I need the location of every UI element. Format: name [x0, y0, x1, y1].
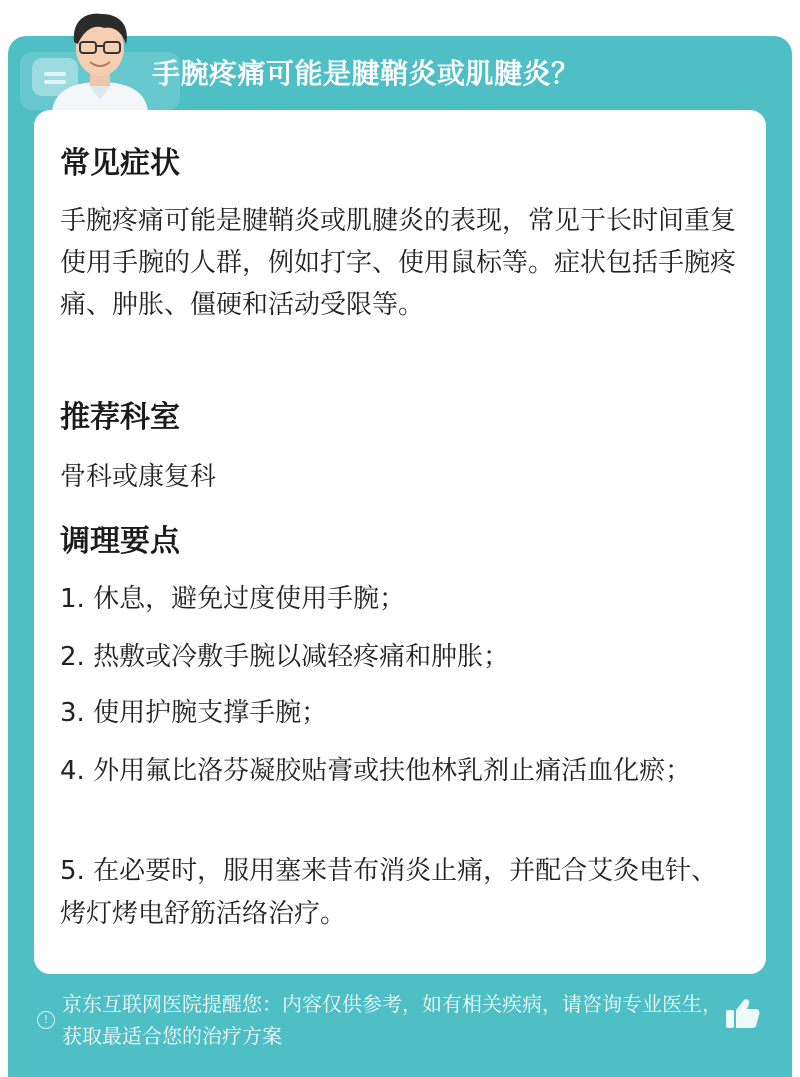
department-text: 骨科或康复科 — [60, 462, 217, 492]
care-item: 1. 休息，避免过度使用手腕； — [60, 584, 406, 614]
page-title: 手腕疼痛可能是腱鞘炎或肌腱炎？ — [152, 57, 580, 90]
care-item: 2. 热敷或冷敷手腕以减轻疼痛和肿胀； — [60, 642, 510, 672]
info-icon: ! — [37, 1011, 55, 1029]
disclaimer-text: 京东互联网医院提醒您：内容仅供参考，如有相关疾病，请咨询专业医生，获取最适合您的治疗方案 — [62, 992, 722, 1048]
doctor-avatar — [44, 4, 156, 112]
care-item: 5. 在必要时，服用塞来昔布消炎止痛，并配合艾灸电针、烤灯烤电舒筋活络治疗。 — [60, 856, 718, 929]
symptoms-heading: 常见症状 — [60, 146, 180, 181]
thumbs-up-icon[interactable] — [722, 996, 762, 1032]
symptoms-text: 手腕疼痛可能是腱鞘炎或肌腱炎的表现，常见于长时间重复使用手腕的人群，例如打字、使用鼠标等。症状包括手腕疼痛、肿胀、僵硬和活动受限等。 — [60, 206, 737, 320]
care-heading: 调理要点 — [60, 524, 180, 559]
department-heading: 推荐科室 — [60, 400, 180, 435]
care-item: 4. 外用氟比洛芬凝胶贴膏或扶他林乳剂止痛活血化瘀； — [60, 756, 692, 786]
care-item: 3. 使用护腕支撑手腕； — [60, 698, 328, 728]
